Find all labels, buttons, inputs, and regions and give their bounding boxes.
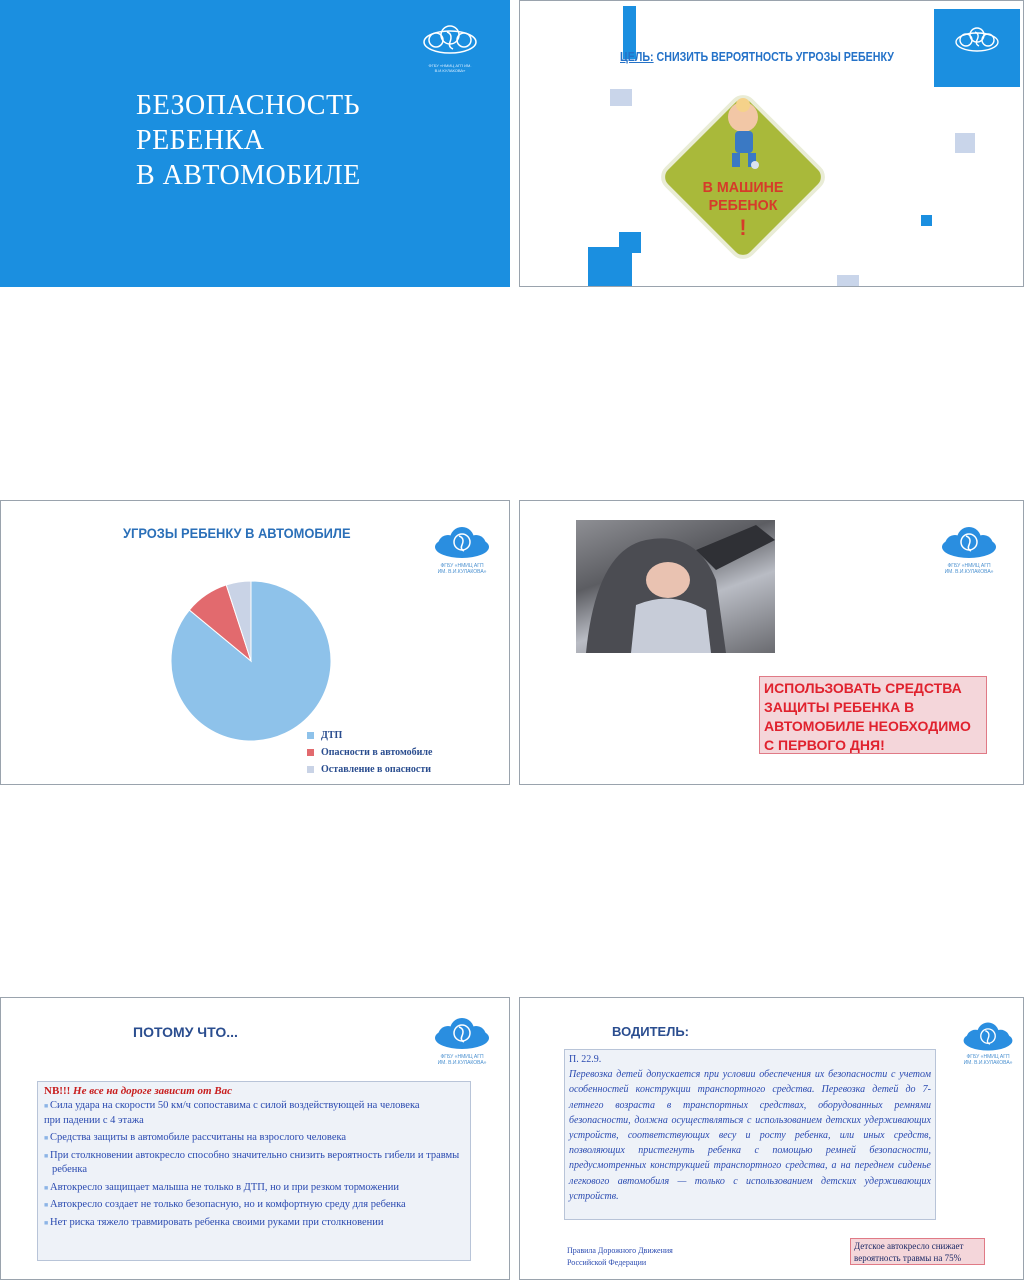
stat-note — [850, 1238, 985, 1265]
cloud-logo-icon — [431, 525, 493, 561]
note-line: ЗАЩИТЫ РЕБЕНКА В — [764, 699, 915, 715]
logo-line: ФГБУ «НМИЦ АГП — [947, 563, 991, 569]
logo — [431, 1016, 493, 1066]
deco-square — [610, 89, 632, 106]
baby-sign-icon — [645, 79, 841, 275]
sign-mark: ! — [739, 215, 747, 240]
logo-line: ФГБУ «НМИЦ АГП — [440, 1054, 484, 1060]
slide-goal — [519, 0, 1024, 287]
logo — [952, 25, 1002, 60]
cloud-logo-icon — [418, 24, 482, 58]
list-item: ■ Автокресло защищает малыша не только в ДТП, но и при резком торможении — [44, 1181, 400, 1193]
nb-line — [44, 1085, 464, 1097]
slide-heading: ПОТОМУ ЧТО... — [133, 1024, 238, 1040]
logo-line: ИМ. В.И.КУЛАКОВА» — [944, 569, 994, 575]
baby-car-seat-photo — [576, 520, 775, 653]
list-item: при падении с 4 этажа — [44, 1114, 144, 1126]
list-item: ■ При столкновении автокресло способно значительно снизить вероятность гибели и травмы ребенка — [44, 1149, 460, 1175]
source-line: Российской Федерации — [567, 1258, 647, 1267]
source-line: Правила Дорожного Движения — [567, 1246, 673, 1255]
deco-square — [837, 275, 859, 287]
warning-note — [759, 676, 987, 754]
sign-line: РЕБЕНОК — [708, 197, 778, 214]
goal-label: ЦЕЛЬ: — [620, 49, 654, 64]
stat-line: вероятность травмы на 75% — [854, 1253, 962, 1263]
legend-label: Оставление в опасности — [321, 764, 432, 775]
rule-source — [567, 1245, 673, 1269]
logo-line: ФГБУ «НМИЦ АГП — [966, 1054, 1010, 1060]
legend-swatch — [307, 766, 314, 773]
stat-line: Детское автокресло снижает — [854, 1241, 964, 1251]
logo — [431, 525, 493, 575]
note-line: АВТОМОБИЛЕ НЕОБХОДИМО — [764, 718, 971, 734]
goal-heading — [620, 49, 894, 64]
list-item: ■ Сила удара на скорости 50 км/ч сопоставима с силой воздействующей на человека — [44, 1100, 420, 1111]
slide-threats — [0, 500, 510, 785]
list-item: ■ Средства защиты в автомобиле рассчитаны на взрослого человека — [44, 1132, 347, 1143]
sign-line: В МАШИНЕ — [702, 179, 784, 196]
traffic-rule-box — [564, 1049, 936, 1220]
cloud-logo-icon — [952, 25, 1002, 55]
slide-because — [0, 997, 510, 1280]
deco-square — [588, 247, 632, 287]
title-line: В АВТОМОБИЛЕ — [136, 160, 361, 191]
car-seat-image-icon — [576, 520, 775, 653]
title-line: РЕБЕНКА — [136, 125, 265, 156]
logo: ФГБУ «НМИЦ АГП ИМ. В.И.КУЛАКОВА» — [418, 24, 482, 73]
note-line: С ПЕРВОГО ДНЯ! — [764, 737, 885, 753]
legend-label: Опасности в автомобиле — [321, 747, 433, 758]
legend-item — [307, 727, 432, 744]
rule-number: П. 22.9. — [569, 1054, 602, 1065]
logo-line: ИМ. В.И.КУЛАКОВА» — [437, 569, 487, 575]
slide-driver — [519, 997, 1024, 1280]
legend-item — [307, 761, 432, 778]
deco-square — [921, 215, 932, 226]
note-line: ИСПОЛЬЗОВАТЬ СРЕДСТВА — [764, 680, 962, 696]
list-item: ■ Автокресло создает не только безопасную, но и комфортную среду для ребенка — [44, 1199, 406, 1210]
slide-heading: ВОДИТЕЛЬ: — [612, 1024, 690, 1039]
cloud-logo-icon — [960, 1020, 1016, 1054]
slide-title — [0, 0, 510, 287]
legend-swatch — [307, 749, 314, 756]
logo-line: ФГБУ «НМИЦ АГП — [440, 563, 484, 569]
nb-label: NB!!! — [44, 1085, 71, 1097]
nb-text: Не все на дороге зависит от Вас — [70, 1085, 233, 1097]
title-line: БЕЗОПАСНОСТЬ — [136, 90, 361, 121]
logo-line: ИМ. В.И.КУЛАКОВА» — [963, 1060, 1013, 1066]
legend-swatch — [307, 732, 314, 739]
slide-first-day — [519, 500, 1024, 785]
legend-label: ДТП — [321, 730, 343, 741]
slide-title-text — [136, 88, 361, 193]
baby-on-board-sign — [645, 79, 841, 275]
pie-chart — [161, 571, 341, 751]
goal-text: СНИЗИТЬ ВЕРОЯТНОСТЬ УГРОЗЫ РЕБЕНКУ — [653, 49, 894, 64]
list-item: ■ Нет риска тяжело травмировать ребенка своими руками при столкновении — [44, 1216, 384, 1228]
slide-heading: УГРОЗЫ РЕБЕНКУ В АВТОМОБИЛЕ — [123, 525, 351, 541]
legend-item — [307, 744, 432, 761]
cloud-logo-icon — [431, 1016, 493, 1052]
reasons-box — [37, 1081, 471, 1261]
rule-text: Перевозка детей допускается при условии обеспечения их безопасности с учетом особенностей конструкции транспортного средства. Перевозка детей до 7-летнего возраста в транспортных средствах, оборудованных ремнями безопасности, должна осуществляться с использованием детских удерживающих устройств, соответствующих весу и росту ребенка, или иных средств, позволяющих пристегнуть ребенка с помощью ремней безопасности, предусмотренных конструкцией транспортного средства, а на переднем сиденье легкового автомобиля — только с использованием детских удерживающих устройств. — [569, 1069, 931, 1202]
logo — [938, 525, 1000, 575]
logo — [960, 1020, 1016, 1066]
logo-line: ИМ. В.И.КУЛАКОВА» — [437, 1060, 487, 1066]
deco-square — [955, 133, 975, 153]
cloud-logo-icon — [938, 525, 1000, 561]
chart-legend — [307, 727, 432, 778]
